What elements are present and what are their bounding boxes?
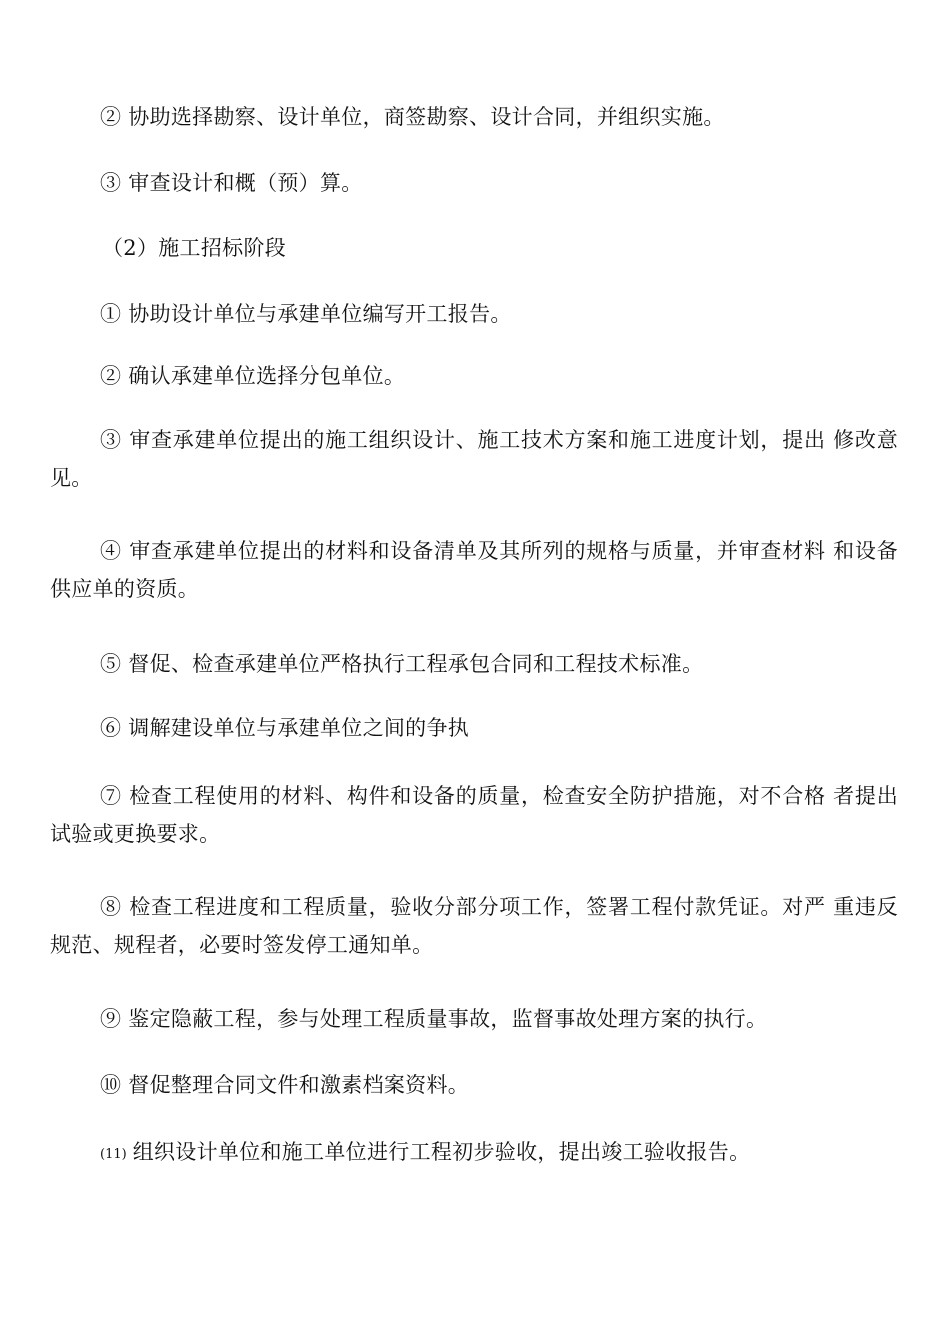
paragraph-item-5-contract-standards: ⑤ 督促、检查承建单位严格执行工程承包合同和工程技术标准。: [100, 652, 704, 676]
paragraph-item-11-acceptance: [50, 1133, 898, 1174]
paragraph-item-9-hidden-works: ⑨ 鉴定隐蔽工程，参与处理工程质量事故，监督事故处理方案的执行。: [100, 1007, 768, 1031]
paragraph-item-2-subcontractor: ② 确认承建单位选择分包单位。: [100, 364, 406, 388]
paragraph-item-3-review-design: ③ 审查设计和概（预）算。: [100, 171, 363, 195]
paragraph-item-10-archive: ⑩ 督促整理合同文件和激素档案资料。: [100, 1073, 470, 1097]
paragraph-item-11-text: 组织设计单位和施工单位进行工程初步验收，提出竣工验收报告。: [132, 1140, 751, 1164]
section-heading-construction-bidding: （2）施工招标阶段: [102, 236, 287, 260]
paragraph-item-7-quality-check: ⑦ 检查工程使用的材料、构件和设备的质量，检查安全防护措施，对不合格 者提出试验或更换要求。: [50, 784, 898, 846]
paragraph-item-3-construction-plan: ③ 审查承建单位提出的施工组织设计、施工技术方案和施工进度计划，提出 修改意见。: [50, 428, 898, 490]
paragraph-item-2-survey-design: ② 协助选择勘察、设计单位，商签勘察、设计合同，并组织实施。: [100, 105, 725, 129]
paragraph-item-8-progress-quality: ⑧ 检查工程进度和工程质量，验收分部分项工作，签署工程付款凭证。对严 重违反规范、规程者，必要时签发停工通知单。: [50, 895, 898, 957]
item-number-11: (11): [100, 1147, 127, 1162]
paragraph-item-6-mediation: ⑥ 调解建设单位与承建单位之间的争执: [100, 716, 470, 740]
paragraph-item-1-start-report: ① 协助设计单位与承建单位编写开工报告。: [100, 302, 512, 326]
paragraph-item-4-materials-equipment: ④ 审查承建单位提出的材料和设备清单及其所列的规格与质量，并审查材料 和设备供应单的资质。: [50, 539, 898, 601]
